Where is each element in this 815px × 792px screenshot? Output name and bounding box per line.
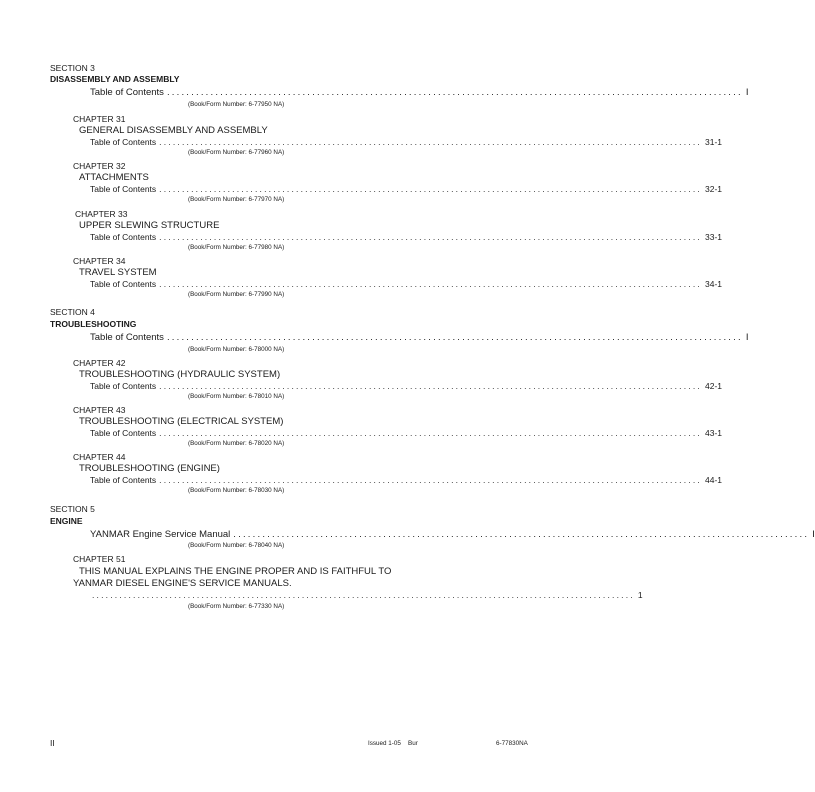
toc-entry-label: Table of Contents <box>90 232 157 242</box>
chapter-title: GENERAL DISASSEMBLY AND ASSEMBLY <box>79 125 268 136</box>
chapter-label: CHAPTER 42 <box>73 358 126 368</box>
toc-entry-label: Table of Contents <box>90 87 164 98</box>
toc-entry-label: YANMAR Engine Service Manual <box>90 529 231 540</box>
toc-entry-label: Table of Contents <box>90 184 157 194</box>
toc-entry[interactable] <box>90 475 722 485</box>
chapter-label: CHAPTER 31 <box>73 114 126 124</box>
toc-entry[interactable] <box>92 590 643 600</box>
toc-entry-label: Table of Contents <box>90 428 157 438</box>
toc-entry-page: 44-1 <box>704 475 722 485</box>
dot-leader: ....................................................................................................................... <box>159 381 702 391</box>
book-form-number: (Book/Form Number: 6-77960 NA) <box>188 149 285 156</box>
toc-entry-page: 34-1 <box>704 279 722 289</box>
toc-entry[interactable] <box>90 87 749 98</box>
dot-leader: ....................................................................................................................... <box>159 137 702 147</box>
document-number: 6-77830NA <box>496 740 528 747</box>
book-form-number: (Book/Form Number: 6-77970 NA) <box>188 196 285 203</box>
section-title: ENGINE <box>50 516 83 526</box>
toc-entry-page: I <box>745 332 749 343</box>
toc-entry-label: Table of Contents <box>90 137 157 147</box>
book-form-number: (Book/Form Number: 6-77990 NA) <box>188 291 285 298</box>
section-title: TROUBLESHOOTING <box>50 319 137 329</box>
toc-entry-label: Table of Contents <box>90 279 157 289</box>
toc-entry[interactable] <box>90 332 749 343</box>
chapter-label: CHAPTER 32 <box>73 161 126 171</box>
book-form-number: (Book/Form Number: 6-78020 NA) <box>188 440 285 447</box>
toc-entry-label: Table of Contents <box>90 332 164 343</box>
section-title: DISASSEMBLY AND ASSEMBLY <box>50 74 180 84</box>
toc-entry-page: I <box>812 529 815 540</box>
toc-entry-page: I <box>745 87 749 98</box>
dot-leader: ....................................................................................................................... <box>159 279 702 289</box>
toc-entry-page: 42-1 <box>704 381 722 391</box>
book-form-number: (Book/Form Number: 6-78030 NA) <box>188 487 285 494</box>
chapter-title: TROUBLESHOOTING (ELECTRICAL SYSTEM) <box>79 416 284 427</box>
toc-entry-page: 1 <box>637 590 643 600</box>
section-label: SECTION 3 <box>50 63 95 73</box>
dot-leader: ....................................................................................................................... <box>92 590 635 600</box>
book-form-number: (Book/Form Number: 6-77980 NA) <box>188 244 285 251</box>
dot-leader: ....................................................................................................................... <box>166 332 743 343</box>
toc-entry[interactable] <box>90 232 722 242</box>
chapter-title: ATTACHMENTS <box>79 172 149 183</box>
chapter-title: TROUBLESHOOTING (ENGINE) <box>79 463 220 474</box>
section-label: SECTION 5 <box>50 504 95 514</box>
section-label: SECTION 4 <box>50 307 95 317</box>
dot-leader: ....................................................................................................................... <box>233 529 810 540</box>
toc-entry-page: 32-1 <box>704 184 722 194</box>
chapter-title: TRAVEL SYSTEM <box>79 267 157 278</box>
issued-date: Issued 1-05 <box>368 740 401 747</box>
toc-entry[interactable] <box>90 428 722 438</box>
dot-leader: ....................................................................................................................... <box>159 232 702 242</box>
toc-entry-page: 43-1 <box>704 428 722 438</box>
chapter-label: CHAPTER 43 <box>73 405 126 415</box>
chapter-title: TROUBLESHOOTING (HYDRAULIC SYSTEM) <box>79 369 281 380</box>
chapter-label: CHAPTER 51 <box>73 554 126 564</box>
book-form-number: (Book/Form Number: 6-78000 NA) <box>188 346 285 353</box>
dot-leader: ....................................................................................................................... <box>159 428 702 438</box>
toc-entry-label: Table of Contents <box>90 475 157 485</box>
dot-leader: ....................................................................................................................... <box>159 475 702 485</box>
chapter-label: CHAPTER 33 <box>75 209 128 219</box>
toc-entry[interactable] <box>90 279 722 289</box>
issue-location: Bur <box>408 740 418 747</box>
book-form-number: (Book/Form Number: 6-78040 NA) <box>188 542 285 549</box>
toc-entry[interactable] <box>90 529 815 540</box>
book-form-number: (Book/Form Number: 6-77950 NA) <box>188 101 285 108</box>
toc-entry-page: 33-1 <box>704 232 722 242</box>
chapter-label: CHAPTER 34 <box>73 256 126 266</box>
page-number: II <box>50 738 55 748</box>
chapter-label: CHAPTER 44 <box>73 452 126 462</box>
chapter-title-line2: YANMAR DIESEL ENGINE'S SERVICE MANUALS. <box>73 578 292 589</box>
chapter-title-line1: THIS MANUAL EXPLAINS THE ENGINE PROPER AND IS FAITHFUL TO <box>79 566 392 577</box>
toc-entry[interactable] <box>90 184 722 194</box>
toc-entry[interactable] <box>90 137 722 147</box>
book-form-number: (Book/Form Number: 6-78010 NA) <box>188 393 285 400</box>
book-form-number: (Book/Form Number: 6-77330 NA) <box>188 603 285 610</box>
toc-entry[interactable] <box>90 381 722 391</box>
chapter-title: UPPER SLEWING STRUCTURE <box>79 220 220 231</box>
dot-leader: ....................................................................................................................... <box>166 87 743 98</box>
dot-leader: ....................................................................................................................... <box>159 184 702 194</box>
toc-entry-label: Table of Contents <box>90 381 157 391</box>
toc-entry-page: 31-1 <box>704 137 722 147</box>
